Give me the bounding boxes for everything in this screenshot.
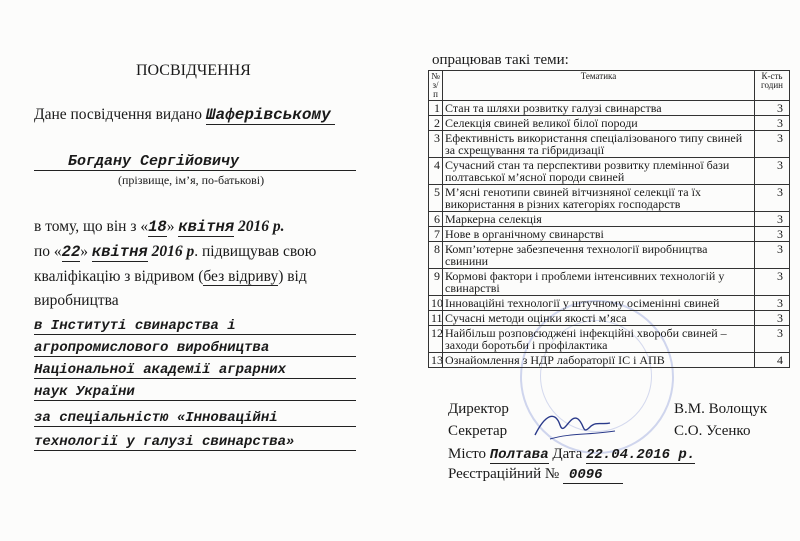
production-word: виробництва bbox=[34, 292, 119, 309]
name-line bbox=[34, 152, 356, 171]
table-header-row bbox=[429, 71, 790, 101]
row-number: 13 bbox=[429, 353, 443, 368]
row-number: 1 bbox=[429, 101, 443, 116]
row-hours: 4 bbox=[755, 353, 790, 368]
row-number: 11 bbox=[429, 311, 443, 326]
from-month: квітня bbox=[178, 218, 235, 236]
row-hours: 3 bbox=[755, 269, 790, 296]
secretary-label: Секретар bbox=[448, 423, 508, 439]
col-topic-header: Тематика bbox=[443, 71, 755, 101]
date-label: Дата bbox=[552, 446, 583, 462]
institute-line-3: Національної академії аграрних bbox=[34, 362, 356, 379]
table-row bbox=[429, 311, 790, 326]
to-date-line bbox=[34, 243, 316, 261]
row-topic: Сучасні методи оцінки якості м’яса bbox=[443, 311, 755, 326]
row-hours: 3 bbox=[755, 158, 790, 185]
from-date-line bbox=[34, 218, 285, 236]
row-topic: Ознайомлення з НДР лабораторії ІС і АПВ bbox=[443, 353, 755, 368]
topics-table bbox=[428, 70, 790, 368]
specialty-line-1: за спеціальністю «Інноваційні bbox=[34, 410, 356, 427]
from-prefix: в тому, що він з « bbox=[34, 218, 149, 235]
without-break-option: без відриву bbox=[203, 268, 279, 285]
name-value: Богдану Сергійовичу bbox=[68, 153, 240, 170]
to-prefix: по « bbox=[34, 243, 62, 260]
from-year: 2016 р. bbox=[238, 218, 285, 235]
row-topic: Комп’ютерне забезпечення технології виробництва свинини bbox=[443, 242, 755, 269]
row-hours: 3 bbox=[755, 212, 790, 227]
institute-line-4: наук України bbox=[34, 384, 356, 401]
from-quote: » bbox=[166, 218, 175, 235]
row-hours: 3 bbox=[755, 296, 790, 311]
table-row bbox=[429, 242, 790, 269]
col-hours-header: К-сть годин bbox=[755, 71, 790, 101]
table-row bbox=[429, 158, 790, 185]
director-label: Директор bbox=[448, 401, 509, 417]
to-suffix: . підвищував свою bbox=[194, 243, 317, 260]
row-topic: Найбільш розповсюджені інфекційні хвороби свиней – заходи боротьби і профілактика bbox=[443, 326, 755, 353]
row-number: 9 bbox=[429, 269, 443, 296]
table-row bbox=[429, 116, 790, 131]
qualification-line bbox=[34, 268, 307, 286]
row-topic: Маркерна селекція bbox=[443, 212, 755, 227]
to-day: 22 bbox=[61, 243, 81, 261]
table-row bbox=[429, 296, 790, 311]
registration-label: Реєстраційний № bbox=[448, 466, 560, 482]
institute-line-2: агропромислового виробництва bbox=[34, 340, 356, 357]
qualification-a: кваліфікацію з відривом ( bbox=[34, 268, 204, 285]
row-number: 4 bbox=[429, 158, 443, 185]
table-row bbox=[429, 326, 790, 353]
to-quote: » bbox=[80, 243, 89, 260]
city-value: Полтава bbox=[489, 447, 549, 463]
table-row bbox=[429, 227, 790, 242]
registration-line bbox=[448, 466, 623, 483]
date-value: 22.04.2016 р. bbox=[586, 447, 696, 463]
institute-line-1: в Інституті свинарства і bbox=[34, 318, 356, 335]
name-caption: (прізвище, ім’я, по-батькові) bbox=[118, 173, 265, 187]
row-number: 2 bbox=[429, 116, 443, 131]
specialty-line-2: технології у галузі свинарства» bbox=[34, 434, 356, 451]
row-number: 6 bbox=[429, 212, 443, 227]
registration-number: 0096 bbox=[563, 467, 623, 484]
table-row bbox=[429, 353, 790, 368]
table-row bbox=[429, 101, 790, 116]
row-topic: Сучасний стан та перспективи розвитку племінної бази полтавської м’ясної породи свиней bbox=[443, 158, 755, 185]
row-hours: 3 bbox=[755, 311, 790, 326]
from-day: 18 bbox=[148, 218, 167, 236]
row-hours: 3 bbox=[755, 101, 790, 116]
table-row bbox=[429, 269, 790, 296]
row-number: 12 bbox=[429, 326, 443, 353]
issued-line bbox=[34, 106, 335, 124]
qualification-c: ) від bbox=[278, 268, 307, 285]
document-title: ПОСВІДЧЕННЯ bbox=[136, 62, 251, 79]
row-topic: М’ясні генотипи свиней вітчизняної селекції та їх використання в різних категоріях господарств bbox=[443, 185, 755, 212]
row-number: 8 bbox=[429, 242, 443, 269]
row-topic: Кормові фактори і проблеми інтенсивних технологій у свинарстві bbox=[443, 269, 755, 296]
row-hours: 3 bbox=[755, 131, 790, 158]
row-hours: 3 bbox=[755, 185, 790, 212]
city-label: Місто bbox=[448, 446, 487, 462]
secretary-name: С.О. Усенко bbox=[674, 423, 751, 439]
row-number: 10 bbox=[429, 296, 443, 311]
row-topic: Стан та шляхи розвитку галузі свинарства bbox=[443, 101, 755, 116]
table-row bbox=[429, 131, 790, 158]
row-hours: 3 bbox=[755, 326, 790, 353]
row-hours: 3 bbox=[755, 227, 790, 242]
row-number: 5 bbox=[429, 185, 443, 212]
director-name: В.М. Волощук bbox=[674, 401, 768, 417]
surname-value: Шаферівському bbox=[206, 106, 335, 125]
to-year: 2016 р bbox=[151, 243, 195, 260]
row-number: 3 bbox=[429, 131, 443, 158]
row-topic: Ефективність використання спеціалізованого типу свиней за схрещування та гібридизації bbox=[443, 131, 755, 158]
col-number-header: № з/п bbox=[429, 71, 443, 101]
table-row bbox=[429, 185, 790, 212]
row-topic: Інноваційні технології у штучному осіменінні свиней bbox=[443, 296, 755, 311]
row-topic: Селекція свиней великої білої породи bbox=[443, 116, 755, 131]
topics-heading: опрацював такі теми: bbox=[432, 52, 569, 68]
row-hours: 3 bbox=[755, 116, 790, 131]
row-hours: 3 bbox=[755, 242, 790, 269]
to-month: квітня bbox=[91, 243, 148, 261]
issued-prefix: Дане посвідчення видано bbox=[34, 106, 203, 123]
table-row bbox=[429, 212, 790, 227]
row-topic: Нове в органічному свинарстві bbox=[443, 227, 755, 242]
city-date-line bbox=[448, 446, 695, 463]
signature-icon bbox=[530, 405, 620, 445]
row-number: 7 bbox=[429, 227, 443, 242]
